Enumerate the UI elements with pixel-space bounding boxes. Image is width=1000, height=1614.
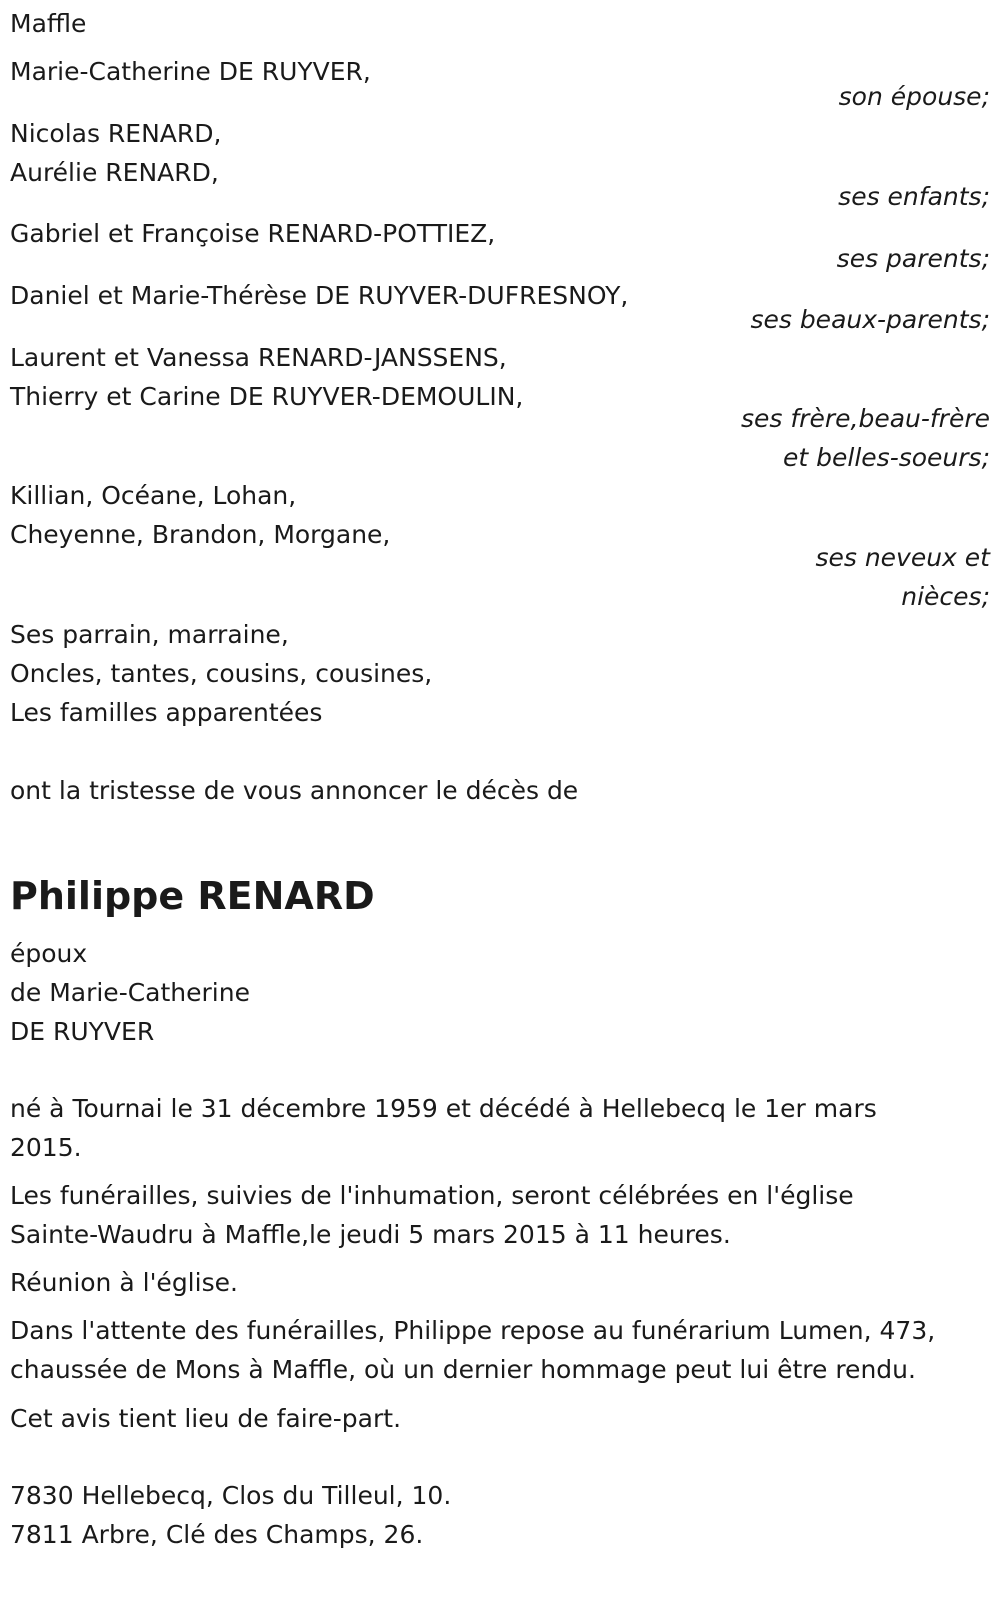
birth-death-text: né à Tournai le 31 décembre 1959 et décédé à Hellebecq le 1er mars [10,1094,877,1123]
location-header: Maffle [10,9,87,38]
repose-text: chaussée de Mons à Maffle, où un dernier hommage peut lui être rendu. [10,1355,916,1384]
sibling-names: Thierry et Carine DE RUYVER-DEMOULIN, [10,382,524,411]
extended-family: Oncles, tantes, cousins, cousines, [10,659,433,688]
spouse-name: Marie-Catherine DE RUYVER, [10,57,371,86]
announcement-intro: ont la tristesse de vous annoncer le décès de [10,776,579,805]
parents-names: Gabriel et Françoise RENARD-POTTIEZ, [10,219,496,248]
relation-line: DE RUYVER [10,1017,155,1046]
children-role: ses enfants; [838,182,990,211]
child-name: Aurélie RENARD, [10,158,219,187]
repose-text: Dans l'attente des funérailles, Philippe repose au funérarium Lumen, 473, [10,1316,936,1345]
relation-line: époux [10,939,88,968]
address-line: 7830 Hellebecq, Clos du Tilleul, 10. [10,1481,452,1510]
funeral-text: Les funérailles, suivies de l'inhumation, seront célébrées en l'église [10,1181,854,1210]
nephew-names: Cheyenne, Brandon, Morgane, [10,520,391,549]
extended-family: Ses parrain, marraine, [10,620,289,649]
siblings-role: ses frère,beau-frère [741,404,990,433]
nephew-names: Killian, Océane, Lohan, [10,481,297,510]
sibling-names: Laurent et Vanessa RENARD-JANSSENS, [10,343,507,372]
address-line: 7811 Arbre, Clé des Champs, 26. [10,1520,424,1549]
nephews-role: nièces; [901,582,990,611]
nephews-role: ses neveux et [815,543,990,572]
spouse-role: son épouse; [838,82,990,111]
child-name: Nicolas RENARD, [10,119,222,148]
siblings-role: et belles-soeurs; [783,443,990,472]
meeting-text: Réunion à l'église. [10,1268,238,1297]
extended-family: Les familles apparentées [10,698,323,727]
parents-role: ses parents; [836,244,990,273]
birth-death-text: 2015. [10,1133,82,1162]
deceased-name: Philippe RENARD [10,874,375,918]
in-laws-names: Daniel et Marie-Thérèse DE RUYVER-DUFRESNOY, [10,281,629,310]
relation-line: de Marie-Catherine [10,978,250,1007]
in-laws-role: ses beaux-parents; [750,305,990,334]
funeral-text: Sainte-Waudru à Maffle,le jeudi 5 mars 2015 à 11 heures. [10,1220,731,1249]
notice-text: Cet avis tient lieu de faire-part. [10,1404,402,1433]
